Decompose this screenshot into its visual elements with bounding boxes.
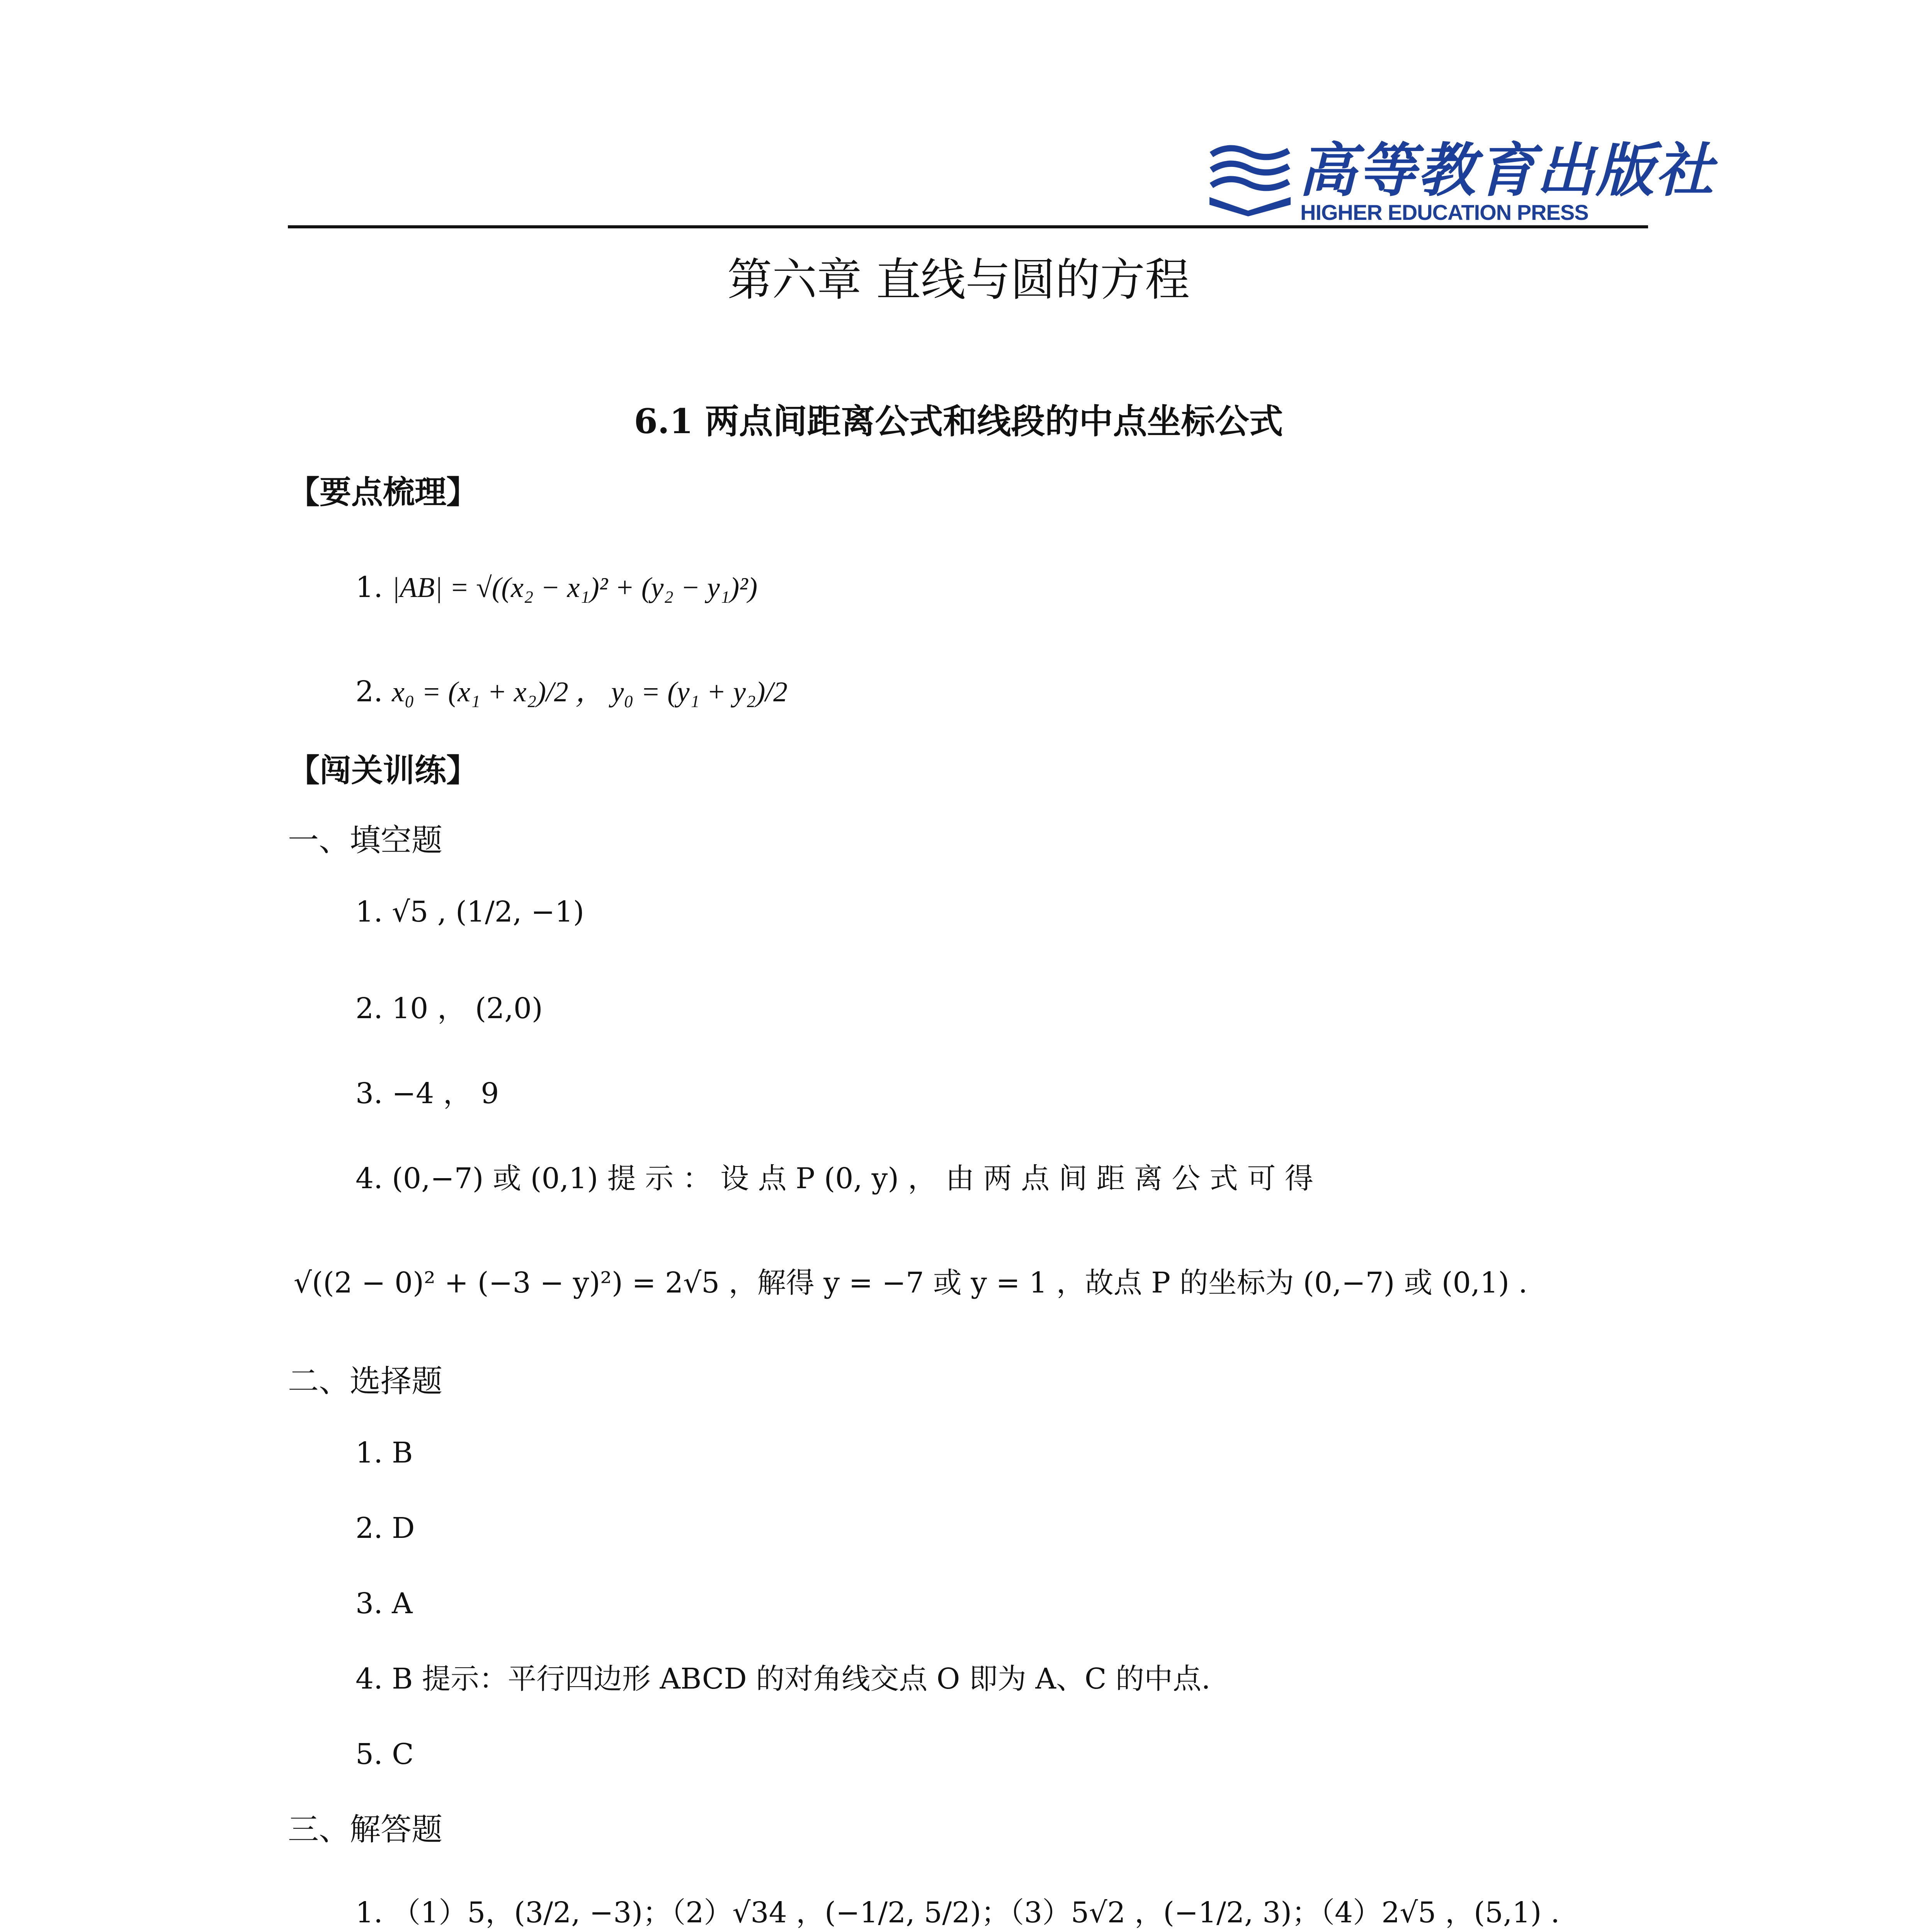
choice-answer-2: 2. D	[356, 1512, 415, 1545]
fill-answer-1-number: 1.	[356, 895, 383, 929]
fill-answer-4-line-1: 4. (0,−7) 或 (0,1) 提 示 ： 设 点 P (0, y) ， 由 两 点 间 距 离 公 式 可 得	[356, 1162, 1313, 1195]
publisher-logo	[1206, 136, 1715, 224]
fill-in-heading: 一、填空题	[288, 822, 442, 858]
key-point-2-number: 2.	[356, 675, 383, 708]
fill-answer-1-text: √5 , (1/2, −1)	[392, 895, 584, 929]
choice-answer-4: 4. B 提示：平行四边形 ABCD 的对角线交点 O 即为 A、C 的中点.	[356, 1662, 1211, 1696]
choice-answer-5: 5. C	[356, 1738, 414, 1771]
publisher-emblem-icon	[1206, 139, 1294, 216]
key-point-1-number: 1.	[356, 571, 383, 604]
chapter-title: 第六章 直线与圆的方程	[727, 254, 1190, 306]
key-point-1-formula: |AB| = √((x₂ − x₁)² + (y₂ − y₁)²)	[392, 572, 758, 604]
fill-answer-3-number: 3.	[356, 1077, 383, 1110]
section-title: 6.1 两点间距离公式和线段的中点坐标公式	[634, 401, 1283, 441]
choice-heading: 二、选择题	[288, 1363, 442, 1399]
fill-answer-2-text: 10 ， (2,0)	[392, 992, 543, 1025]
fill-answer-2-number: 2.	[356, 992, 383, 1025]
header-divider	[288, 225, 1648, 228]
key-point-2-formula: x₀ = (x₁ + x₂)/2 ， y₀ = (y₁ + y₂)/2	[392, 676, 788, 708]
key-point-2	[356, 672, 788, 711]
choice-answer-3: 3. A	[356, 1587, 413, 1620]
publisher-name-en: HIGHER EDUCATION PRESS	[1300, 200, 1589, 224]
choice-answer-1: 1. B	[356, 1436, 413, 1469]
fill-answer-1	[356, 893, 584, 931]
key-point-1	[356, 568, 757, 607]
solve-answer-1: 1. （1）5，(3/2, −3)；（2）√34 ，(−1/2, 5/2)；（3）5√2 ，(−1/2, 3)；（4）2√5 ，(5,1) .	[356, 1896, 1560, 1929]
training-heading: 【闯关训练】	[288, 752, 478, 789]
fill-answer-4-line-2: √((2 − 0)² + (−3 − y)²) = 2√5 ，解得 y = −7 或 y = 1 ，故点 P 的坐标为 (0,−7) 或 (0,1) .	[294, 1266, 1528, 1299]
solve-heading: 三、解答题	[288, 1811, 442, 1847]
publisher-name-cn: 高等教育出版社	[1298, 136, 1715, 204]
fill-answer-3	[356, 1074, 499, 1113]
fill-answer-2	[356, 989, 543, 1028]
key-points-heading: 【要点梳理】	[288, 474, 478, 511]
fill-answer-3-text: −4 ， 9	[392, 1077, 499, 1110]
